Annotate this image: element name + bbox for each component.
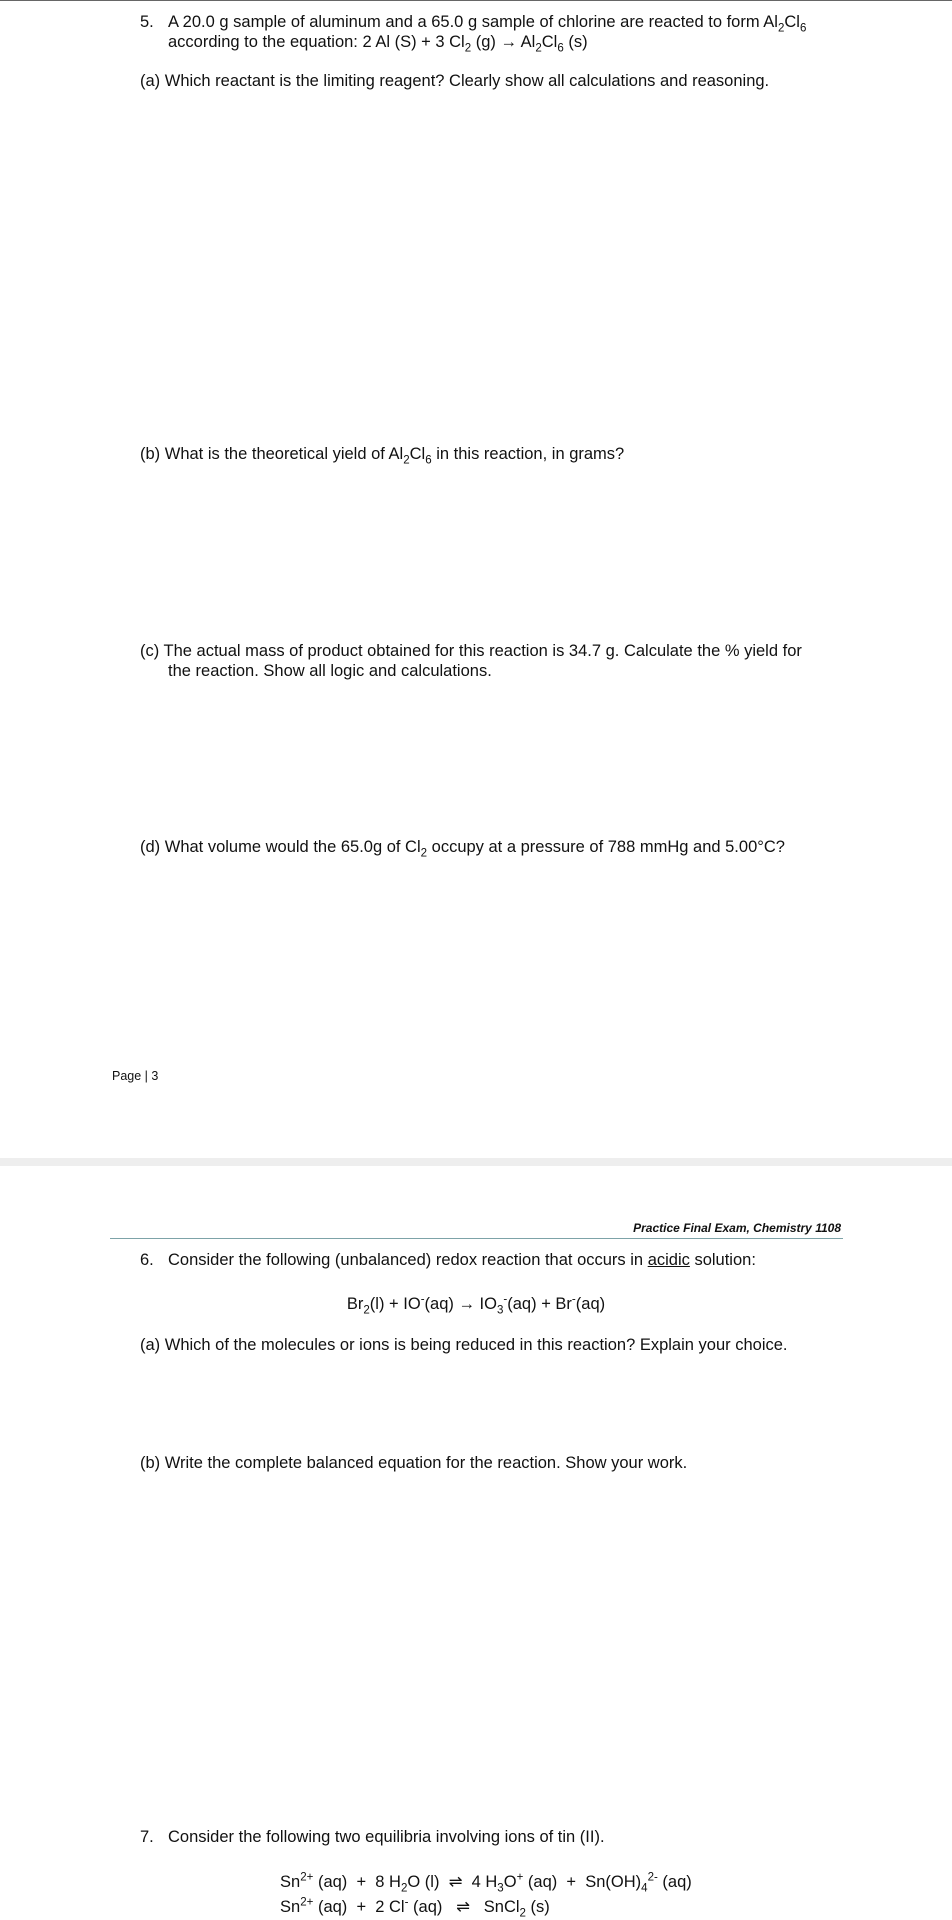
tin-equilibrium-1: $Sn^{2+}$ (aq) + 8 $H_2O$ (l) ⇌ 4 $H_3O^+$ $(aq) + Sn(OH)_4^{2-}$ (aq) bbox=[280, 1871, 692, 1895]
acidic-underlined: acidic bbox=[647, 1251, 690, 1269]
question-5c-line-1: (c) The actual mass of product obtained for this reaction is 34.7 g. Calculate the % yield for bbox=[140, 642, 802, 660]
question-7-intro: Consider the following two equilibria involving ions of tin (II). bbox=[168, 1828, 605, 1846]
top-border bbox=[0, 0, 952, 1]
question-5c-line-2: the reaction. Show all logic and calculations. bbox=[168, 662, 492, 680]
question-5-line-2: according to the equation: 2 Al (S) + 3 $Cl_2$ $(g) \to Al_2Cl_6$ (s) bbox=[168, 33, 588, 55]
question-5-number: 5. bbox=[140, 13, 154, 31]
question-5-line-1: A 20.0 g sample of aluminum and a 65.0 g sample of chlorine are reacted to form $Al_2Cl_6$ bbox=[168, 13, 807, 35]
question-6-intro: Consider the following (unbalanced) redox reaction that occurs in acidic solution: bbox=[168, 1251, 756, 1269]
question-5a: (a) Which reactant is the limiting reagent? Clearly show all calculations and reasoning. bbox=[140, 72, 770, 90]
equilibrium-arrow: ⇌ bbox=[448, 1873, 463, 1891]
question-6-number: 6. bbox=[140, 1251, 154, 1269]
page-number: Page | 3 bbox=[112, 1069, 159, 1083]
question-6a: (a) Which of the molecules or ions is being reduced in this reaction? Explain your choice. bbox=[140, 1336, 788, 1354]
exam-header-title: Practice Final Exam, Chemistry 1108 bbox=[633, 1221, 841, 1235]
redox-equation: $Br_2(l) + IO^-(aq) \to IO_3^-(aq) + Br^-(aq)$ bbox=[346, 1293, 606, 1317]
equilibrium-arrow: ⇌ bbox=[456, 1898, 470, 1916]
question-5d: (d) What volume would the 65.0g of $Cl_2$ occupy at a pressure of 788 mmHg and 5.00°C? bbox=[140, 838, 785, 860]
header-rule bbox=[110, 1238, 843, 1239]
page-break bbox=[0, 1158, 952, 1166]
question-6b: (b) Write the complete balanced equation for the reaction. Show your work. bbox=[140, 1454, 688, 1472]
tin-equilibrium-2: $Sn^{2+}$ (aq) + 2 Cl- (aq) ⇌ SnCl$_2$ (s) bbox=[280, 1896, 550, 1920]
question-5b: (b) What is the theoretical yield of $Al_2Cl_6$ in this reaction, in grams? bbox=[140, 445, 625, 467]
question-7-number: 7. bbox=[140, 1828, 154, 1846]
